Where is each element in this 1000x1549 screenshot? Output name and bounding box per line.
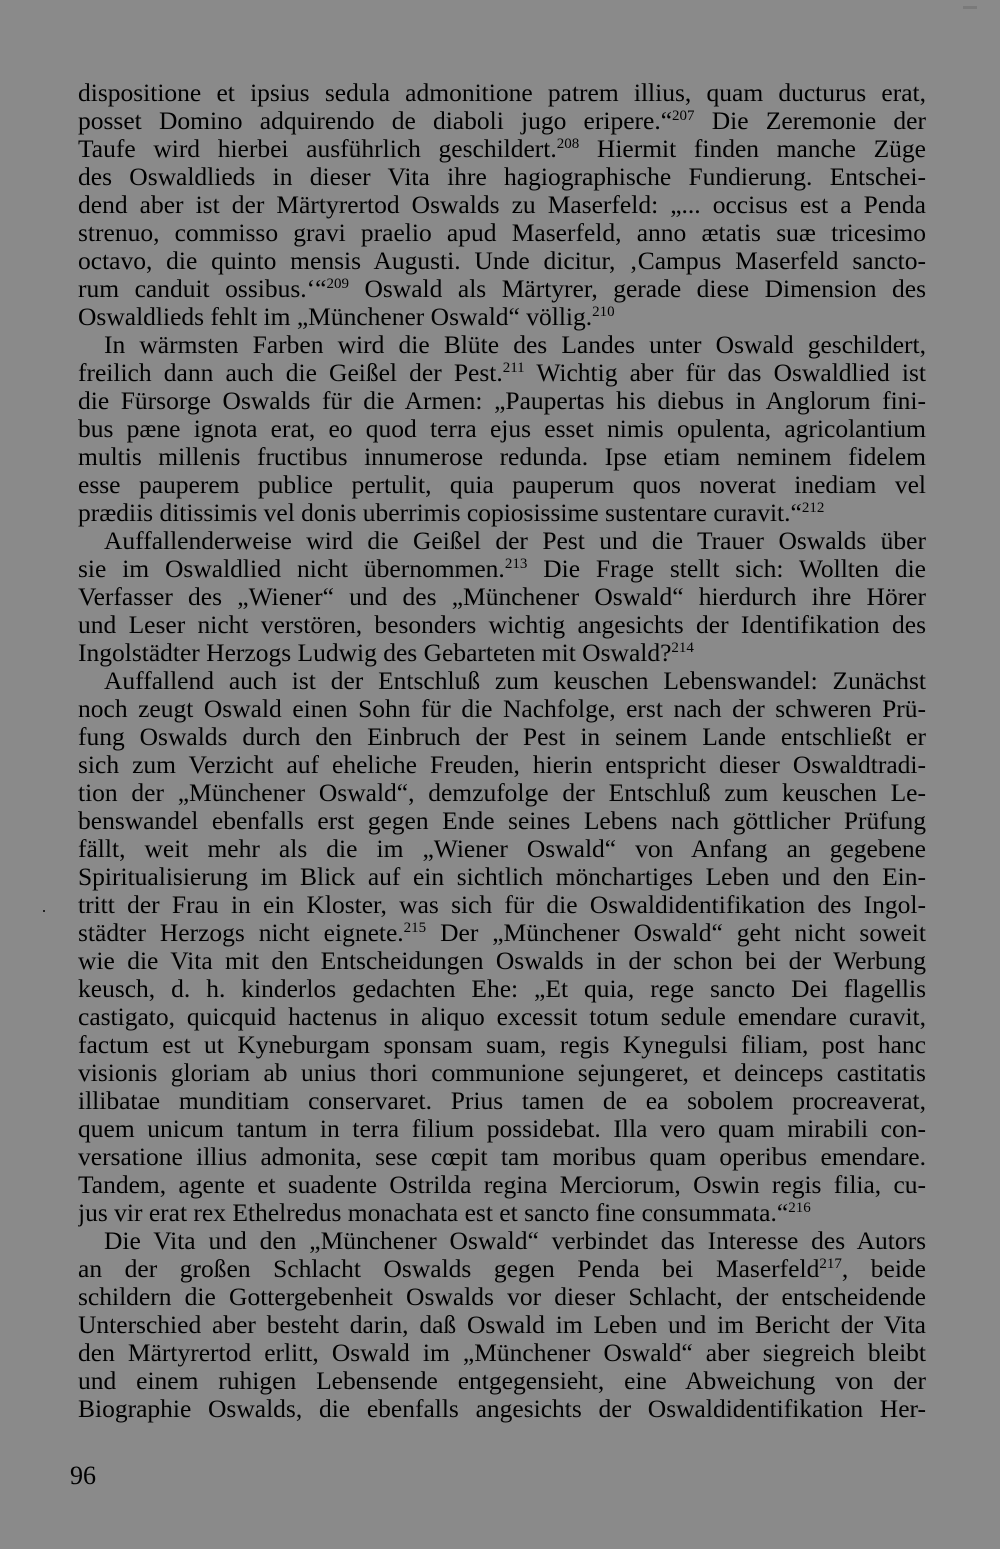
footnote-reference: 208 [556,136,580,152]
line-text: benswandel ebenfalls erst gegen Ende seines Lebens nach göttlicher Prüfung [78,807,926,835]
line-text-continued: , beide [841,1255,926,1283]
text-line [78,79,926,107]
footnote-reference: 209 [326,276,349,292]
line-text: an der großen Schlacht Oswalds gegen Penda bei Maserfeld [78,1255,820,1283]
text-line [78,583,926,611]
text-line [78,219,926,247]
line-text: strenuo, commisso gravi praelio apud Maserfeld, anno ætatis suæ tricesimo [78,219,926,247]
line-text-continued: Oswald als Märtyrer, gerade diese Dimension des [348,275,926,303]
footnote-reference: 214 [671,640,694,656]
text-line [78,191,926,219]
text-line [78,695,926,723]
text-line [78,1227,926,1255]
line-text: und einem ruhigen Lebensende entgegensieht, eine Abweichung von der [78,1367,926,1395]
text-line [78,751,926,779]
line-text: Verfasser des „Wiener“ und des „Münchener Oswald“ hierdurch ihre Hörer [78,583,926,611]
footnote-reference: 212 [801,500,825,516]
page-number: 96 [70,1461,96,1490]
text-line [78,1395,926,1423]
line-text-continued: Hiermit finden manche Züge [579,135,926,163]
line-text: freilich dann auch die Geißel der Pest. [78,359,503,387]
line-text-continued: Die Frage stellt sich: Wollten die [527,555,926,583]
text-line [78,1003,926,1031]
text-line [78,415,926,443]
margin-speck [43,910,45,912]
line-text: multis millenis fructibus innumerose redunda. Ipse etiam neminem fidelem [78,443,926,471]
line-text: posset Domino adquirendo de diaboli jugo eripere.“ [78,107,673,135]
line-text: die Fürsorge Oswalds für die Armen: „Paupertas his diebus in Anglorum fini- [78,387,926,415]
text-line [78,947,926,975]
text-line [78,611,926,639]
text-line [78,1059,926,1087]
line-text: Auffallend auch ist der Entschluß zum keuschen Lebenswandel: Zunächst [104,667,926,695]
footnote-reference: 216 [788,1200,811,1216]
text-line [78,163,926,191]
text-line [78,135,926,163]
text-line [78,1031,926,1059]
footnote-reference: 207 [672,108,695,124]
text-line [78,499,926,527]
line-text: den Märtyrertod erlitt, Oswald im „Münchener Oswald“ aber siegreich bleibt [78,1339,926,1367]
text-line [78,1311,926,1339]
body-text [78,79,926,1423]
line-text: factum est ut Kyneburgam sponsam suam, regis Kynegulsi filiam, post hanc [78,1031,926,1059]
line-text: prædiis ditissimis vel donis uberrimis copiosissime sustentare curavit.“ [78,499,802,527]
text-line [78,891,926,919]
text-line [78,639,926,667]
line-text: visionis gloriam ab unius thori communione sejungeret, et deinceps castitatis [78,1059,926,1087]
line-text: sie im Oswaldlied nicht übernommen. [78,555,505,583]
footnote-reference: 210 [592,304,615,320]
line-text: fällt, weit mehr als die im „Wiener Oswald“ von Anfang an gegebene [78,835,926,863]
line-text: illibatae munditiam conservaret. Prius tamen de ea sobolem procreaverat, [78,1087,926,1115]
text-line [78,387,926,415]
text-line [78,1171,926,1199]
text-line [78,1143,926,1171]
line-text: versatione illius admonita, sese cœpit tam moribus quam operibus emendare. [78,1143,926,1171]
line-text: Spiritualisierung im Blick auf ein sichtlich mönchartiges Leben und den Ein- [78,863,926,891]
line-text: sich zum Verzicht auf eheliche Freuden, hierin entspricht dieser Oswaldtradi- [78,751,926,779]
line-text: keusch, d. h. kinderlos gedachten Ehe: „Et quia, rege sancto Dei flagellis [78,975,926,1003]
line-text-continued: Der „Münchener Oswald“ geht nicht soweit [426,919,926,947]
text-line [78,1339,926,1367]
line-text: dispositione et ipsius sedula admonitione patrem illius, quam ducturus erat, [78,79,926,107]
text-line [78,1087,926,1115]
text-line [78,667,926,695]
text-line [78,275,926,303]
line-text: tritt der Frau in ein Kloster, was sich für die Oswaldidentifikation des Ingol- [78,891,926,919]
line-text: fung Oswalds durch den Einbruch der Pest in seinem Lande entschließt er [78,723,926,751]
footnote-reference: 211 [502,360,525,376]
line-text: Oswaldlieds fehlt im „Münchener Oswald“ völlig. [78,303,593,331]
line-text: Biographie Oswalds, die ebenfalls angesichts der Oswaldidentifikation Her- [78,1395,926,1423]
text-line [78,1283,926,1311]
text-line [78,359,926,387]
line-text-continued: Die Zeremonie der [694,107,926,135]
line-text: quem unicum tantum in terra filium possidebat. Illa vero quam mirabili con- [78,1115,926,1143]
line-text: städter Herzogs nicht eignete. [78,919,404,947]
line-text: Tandem, agente et suadente Ostrilda regina Merciorum, Oswin regis filia, cu- [78,1171,926,1199]
text-line [78,835,926,863]
footnote-reference: 213 [504,556,528,572]
text-line [78,1255,926,1283]
text-line [78,723,926,751]
text-line [78,863,926,891]
text-line [78,471,926,499]
text-line [78,919,926,947]
line-text: Ingolstädter Herzogs Ludwig des Gebarteten mit Oswald? [78,639,672,667]
text-line [78,527,926,555]
line-text: Taufe wird hierbei ausführlich geschildert. [78,135,557,163]
line-text: und Leser nicht verstören, besonders wichtig angesichts der Identifikation des [78,611,926,639]
text-line [78,107,926,135]
line-text: Auffallenderweise wird die Geißel der Pest und die Trauer Oswalds über [104,527,926,555]
line-text: jus vir erat rex Ethelredus monachata est et sancto fine consummata.“ [78,1199,789,1227]
text-line [78,331,926,359]
text-line [78,1115,926,1143]
scan-corner-mark [963,6,977,9]
line-text: Unterschied aber besteht darin, daß Oswald im Leben und im Bericht der Vita [78,1311,926,1339]
text-line [78,1367,926,1395]
text-line [78,303,926,331]
footnote-reference: 217 [819,1256,842,1272]
line-text: rum canduit ossibus.‘“ [78,275,327,303]
text-line [78,975,926,1003]
line-text: In wärmsten Farben wird die Blüte des Landes unter Oswald geschildert, [104,331,926,359]
line-text: Die Vita und den „Münchener Oswald“ verbindet das Interesse des Autors [104,1227,926,1255]
text-line [78,779,926,807]
line-text: castigato, quicquid hactenus in aliquo excessit totum sedule emendare curavit, [78,1003,926,1031]
line-text: noch zeugt Oswald einen Sohn für die Nachfolge, erst nach der schweren Prü- [78,695,926,723]
line-text: esse pauperem publice pertulit, quia pauperum quos noverat inediam vel [78,471,926,499]
footnote-reference: 215 [403,920,427,936]
line-text: octavo, die quinto mensis Augusti. Unde dicitur, ‚Campus Maserfeld sancto- [78,247,926,275]
text-line [78,443,926,471]
line-text: bus pæne ignota erat, eo quod terra ejus esset nimis opulenta, agricolantium [78,415,926,443]
text-line [78,555,926,583]
line-text: dend aber ist der Märtyrertod Oswalds zu Maserfeld: „... occisus est a Penda [78,191,926,219]
text-line [78,807,926,835]
line-text-continued: Wichtig aber für das Oswaldlied ist [524,359,926,387]
line-text: wie die Vita mit den Entscheidungen Oswalds in der schon bei der Werbung [78,947,926,975]
text-line [78,1199,926,1227]
line-text: des Oswaldlieds in dieser Vita ihre hagiographische Fundierung. Entschei- [78,163,926,191]
line-text: tion der „Münchener Oswald“, demzufolge der Entschluß zum keuschen Le- [78,779,926,807]
text-line [78,247,926,275]
line-text: schildern die Gottergebenheit Oswalds vor dieser Schlacht, der entscheidende [78,1283,926,1311]
